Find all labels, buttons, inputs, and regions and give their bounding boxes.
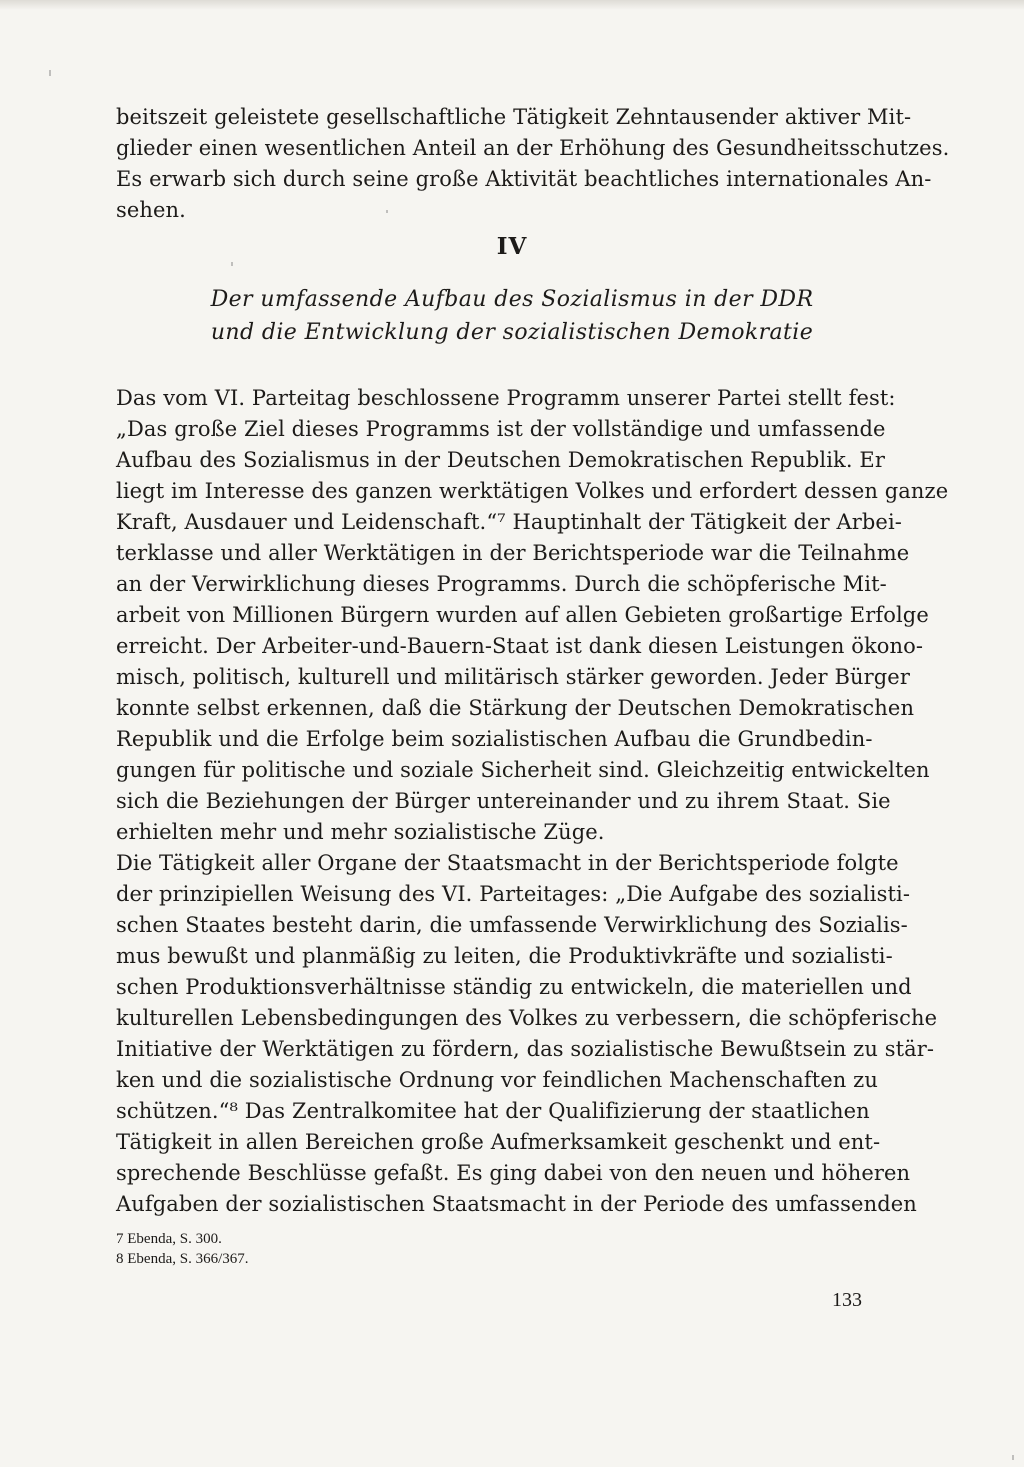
- p2-line-9: schützen.“⁸ Das Zentralkomitee hat der Qualifizierung der staatlichen: [116, 1099, 870, 1123]
- section-title-line-1: Der umfassende Aufbau des Sozialismus in der DDR: [210, 287, 814, 312]
- intro-line-3: Es erwarb sich durch seine große Aktivität beachtliches internationales An-: [116, 167, 932, 191]
- scan-speck: [1012, 1455, 1014, 1460]
- p1-line-15: erhielten mehr und mehr sozialistische Züge.: [116, 820, 605, 844]
- p1-line-11: konnte selbst erkennen, daß die Stärkung der Deutschen Demokratischen: [116, 696, 915, 720]
- footnote-7: 7 Ebenda, S. 300.: [116, 1231, 222, 1247]
- section-title-line-2: und die Entwicklung der sozialistischen Demokratie: [210, 320, 814, 345]
- page-number: 133: [832, 1289, 862, 1311]
- p2-line-4: mus bewußt und planmäßig zu leiten, die Produktivkräfte und sozialisti-: [116, 944, 893, 968]
- p1-line-10: misch, politisch, kulturell und militärisch stärker geworden. Jeder Bürger: [116, 665, 910, 689]
- p1-line-3: Aufbau des Sozialismus in der Deutschen Demokratischen Republik. Er: [116, 448, 885, 472]
- scan-speck: [386, 210, 388, 213]
- p1-line-4: liegt im Interesse des ganzen werktätigen Volkes und erfordert dessen ganze: [116, 479, 949, 503]
- scan-speck: [231, 262, 233, 266]
- p1-line-14: sich die Beziehungen der Bürger untereinander und zu ihrem Staat. Sie: [116, 789, 891, 813]
- section-number: IV: [496, 233, 528, 260]
- p1-line-9: erreicht. Der Arbeiter-und-Bauern-Staat ist dank diesen Leistungen ökono-: [116, 634, 924, 658]
- p2-line-6: kulturellen Lebensbedingungen des Volkes zu verbessern, die schöpferische: [116, 1006, 938, 1030]
- p1-line-7: an der Verwirklichung dieses Programms. Durch die schöpferische Mit-: [116, 572, 887, 596]
- p1-line-13: gungen für politische und soziale Sicherheit sind. Gleichzeitig entwickelten: [116, 758, 930, 782]
- intro-line-1: beitszeit geleistete gesellschaftliche Tätigkeit Zehntausender aktiver Mit-: [116, 105, 912, 129]
- p2-line-2: der prinzipiellen Weisung des VI. Parteitages: „Die Aufgabe des sozialisti-: [116, 882, 911, 906]
- p1-line-8: arbeit von Millionen Bürgern wurden auf allen Gebieten großartige Erfolge: [116, 603, 929, 627]
- p2-line-12: Aufgaben der sozialistischen Staatsmacht in der Periode des umfassenden: [116, 1192, 917, 1216]
- scan-edge: [0, 0, 1024, 10]
- p2-line-11: sprechende Beschlüsse gefaßt. Es ging dabei von den neuen und höheren: [116, 1161, 911, 1185]
- p2-line-10: Tätigkeit in allen Bereichen große Aufmerksamkeit geschenkt und ent-: [116, 1130, 881, 1154]
- p1-line-6: terklasse und aller Werktätigen in der Berichtsperiode war die Teilnahme: [116, 541, 910, 565]
- p2-line-8: ken und die sozialistische Ordnung vor feindlichen Machenschaften zu: [116, 1068, 878, 1092]
- p1-line-2: „Das große Ziel dieses Programms ist der vollständige und umfassende: [116, 417, 886, 441]
- intro-line-2: glieder einen wesentlichen Anteil an der Erhöhung des Gesundheitsschutzes.: [116, 136, 950, 160]
- p2-line-7: Initiative der Werktätigen zu fördern, das sozialistische Bewußtsein zu stär-: [116, 1037, 935, 1061]
- p2-line-1: Die Tätigkeit aller Organe der Staatsmacht in der Berichtsperiode folgte: [116, 851, 899, 875]
- intro-line-4: sehen.: [116, 198, 186, 222]
- footnote-8: 8 Ebenda, S. 366/367.: [116, 1251, 249, 1267]
- scan-speck: [49, 70, 51, 76]
- p1-line-1: Das vom VI. Parteitag beschlossene Programm unserer Partei stellt fest:: [116, 386, 896, 410]
- p2-line-5: schen Produktionsverhältnisse ständig zu entwickeln, die materiellen und: [116, 975, 912, 999]
- p1-line-5: Kraft, Ausdauer und Leidenschaft.“⁷ Hauptinhalt der Tätigkeit der Arbei-: [116, 510, 902, 534]
- p2-line-3: schen Staates besteht darin, die umfassende Verwirklichung des Sozialis-: [116, 913, 908, 937]
- p1-line-12: Republik und die Erfolge beim sozialistischen Aufbau die Grundbedin-: [116, 727, 873, 751]
